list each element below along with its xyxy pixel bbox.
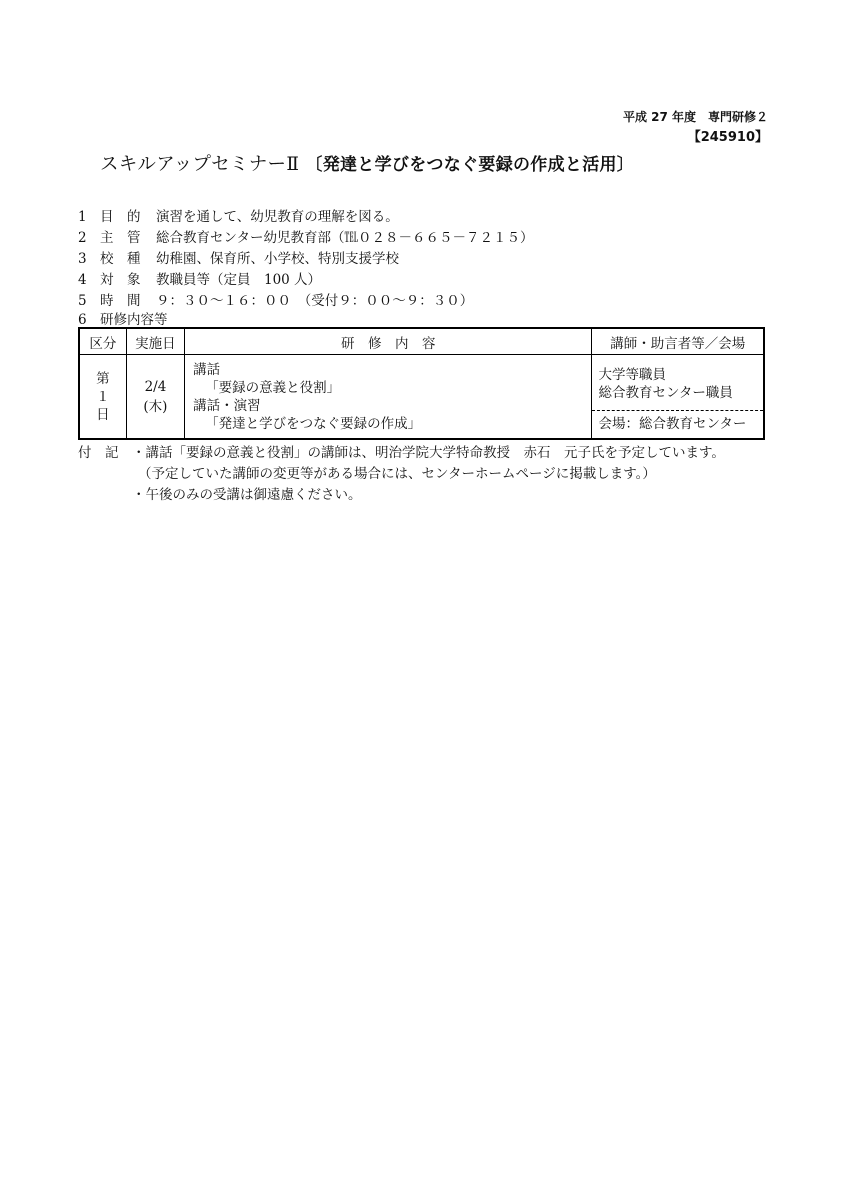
info-label: 校 種	[100, 251, 141, 267]
info-value: 幼稚園、保育所、小学校、特別支援学校	[156, 251, 399, 267]
course-code: 【245910】	[687, 130, 768, 145]
info-label: 目 的	[100, 209, 141, 225]
header-lecturer: 講師・助言者等／会場	[592, 328, 764, 355]
info-item-organizer	[78, 226, 533, 246]
info-label: 研修内容等	[100, 312, 168, 328]
weekday-value: (木)	[143, 398, 168, 415]
table-header-row	[79, 328, 764, 355]
info-num: 6	[78, 312, 87, 328]
content-line: 「要録の意義と役割」	[205, 379, 341, 396]
day-char: １	[96, 388, 110, 405]
page-title	[100, 150, 634, 176]
notes-line-1	[78, 441, 725, 461]
title-main: スキルアップセミナーⅡ	[100, 154, 300, 175]
info-label: 時 間	[100, 293, 141, 309]
info-item-contents	[78, 308, 168, 328]
table-row	[79, 355, 764, 440]
info-num: 3	[78, 251, 87, 267]
program-table	[78, 327, 765, 440]
info-num: 4	[78, 272, 87, 288]
info-item-time	[78, 289, 473, 309]
info-num: 5	[78, 293, 87, 309]
date-cell	[126, 355, 184, 440]
info-item-purpose	[78, 205, 399, 225]
lecturer-line: 大学等職員	[598, 366, 666, 383]
info-num: 2	[78, 230, 87, 246]
content-cell	[185, 355, 592, 440]
info-num: 1	[78, 209, 87, 225]
info-value: 演習を通して、幼児教育の理解を図る。	[156, 209, 399, 225]
date-value: 2/4	[144, 378, 167, 395]
header-kubun: 区分	[79, 328, 126, 355]
notes-line-3: ・午後のみの受講は御遠慮ください。	[132, 487, 362, 503]
day-cell	[79, 355, 126, 440]
info-item-school-type	[78, 247, 399, 267]
content-line: 講話・演習	[193, 397, 261, 414]
content-line: 「発達と学びをつなぐ要録の作成」	[205, 415, 422, 432]
info-value: 総合教育センター幼児教育部（℡０２８－６６５－７２１５）	[156, 230, 534, 246]
lecturer-cell	[592, 355, 764, 440]
notes-line-2: （予定していた講師の変更等がある場合には、センターホームページに掲載します。）	[138, 466, 656, 482]
lecturer-line: 総合教育センター職員	[598, 384, 733, 401]
day-char: 第	[96, 370, 110, 387]
day-char: 日	[96, 406, 110, 423]
notes-label: 付 記	[78, 445, 119, 461]
info-value: ９：３０～１６：００ （受付９：００～９：３０）	[156, 293, 474, 309]
venue-line: 会場：総合教育センター	[592, 410, 763, 438]
info-value: 教職員等（定員 100 人）	[156, 272, 322, 288]
info-item-target	[78, 268, 321, 288]
header-content: 研 修 内 容	[185, 328, 592, 355]
info-label: 主 管	[100, 230, 141, 246]
content-line: 講話	[193, 361, 221, 378]
title-sub: 〔発達と学びをつなぐ要録の作成と活用〕	[305, 155, 635, 175]
notes-text: ・講話「要録の意義と役割」の講師は、明治学院大学特命教授 赤石 元子氏を予定しています。	[132, 445, 725, 461]
info-label: 対 象	[100, 272, 141, 288]
header-date: 実施日	[126, 328, 184, 355]
header-year-course: 平成 27 年度 専門研修２	[622, 110, 768, 124]
